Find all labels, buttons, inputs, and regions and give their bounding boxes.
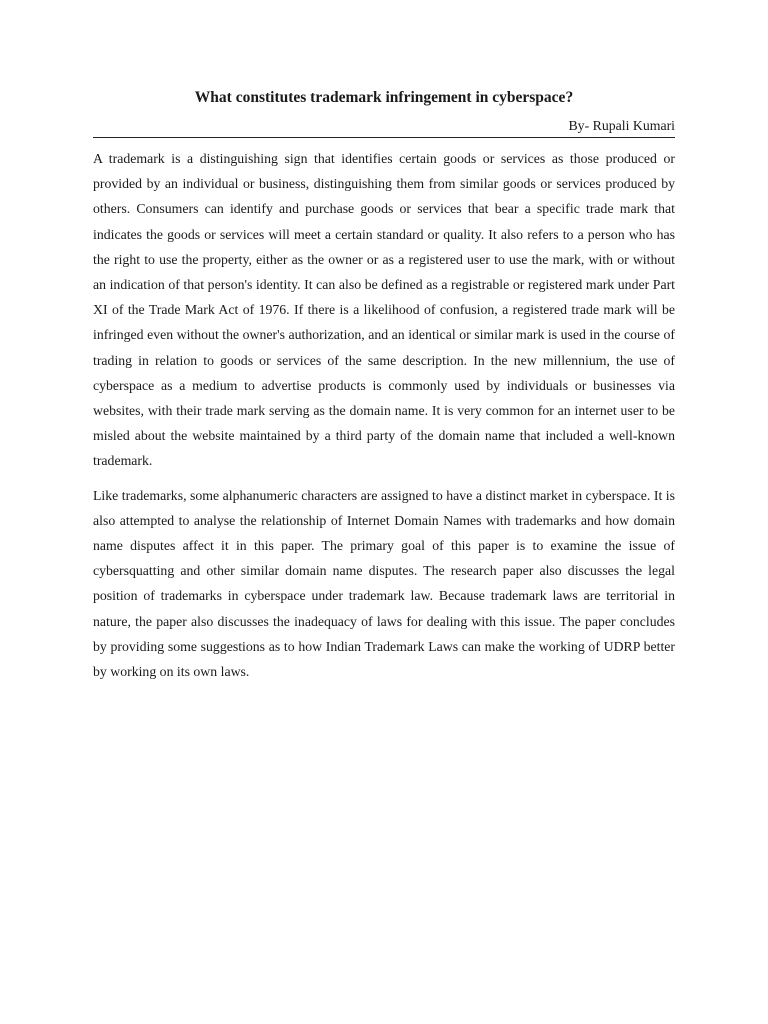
document-title: What constitutes trademark infringement in cyberspace? <box>194 89 574 106</box>
document-body <box>93 146 675 693</box>
paragraph-1: A trademark is a distinguishing sign that identifies certain goods or services as those produced or provided by an individual or business, distinguishing them from similar goods or services produced by others. Consumers can identify and purchase goods or services that bear a specific trade mark that indicates the goods or services will meet a certain standard or quality. It also refers to a person who has the right to use the property, either as the owner or as a registered user to use the mark, with or without an indication of that person's identity. It can also be defined as a registrable or registered mark under Part XI of the Trade Mark Act of 1976. If there is a likelihood of confusion, a registered trade mark will be infringed even without the owner's authorization, and an identical or similar mark is used in the course of trading in relation to goods or services of the same description. In the new millennium, the use of cyberspace as a medium to advertise products is commonly used by individuals or businesses via websites, with their trade mark serving as the domain name. It is very common for an internet user to be misled about the website maintained by a third party of the domain name that included a well-known trademark. <box>93 151 675 469</box>
paragraph-2: Like trademarks, some alphanumeric characters are assigned to have a distinct market in cyberspace. It is also attempted to analyse the relationship of Internet Domain Names with trademarks and how domain name disputes affect it in this paper. The primary goal of this paper is to examine the issue of cybersquatting and other similar domain name disputes. The research paper also discusses the legal position of trademarks in cyberspace under trademark law. Because trademark laws are territorial in nature, the paper also discusses the inadequacy of laws for dealing with this issue. The paper concludes by providing some suggestions as to how Indian Trademark Laws can make the working of UDRP better by working on its own laws. <box>93 487 675 680</box>
author-byline: By- Rupali Kumari <box>568 118 675 133</box>
header-divider <box>93 137 675 138</box>
